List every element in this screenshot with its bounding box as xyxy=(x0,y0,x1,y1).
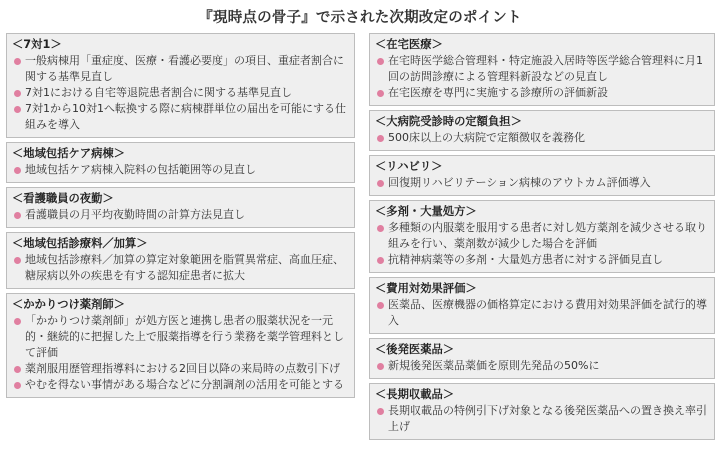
bullet-icon xyxy=(377,302,384,309)
bullet-icon xyxy=(14,106,21,113)
section-heading: ＜かかりつけ薬剤師＞ xyxy=(12,298,125,311)
list-item-text: 地域包括診療料／加算の算定対象範囲を脂質異常症、高血圧症、糖尿病以外の疾患を有する認知症患者に拡大 xyxy=(25,253,344,282)
list-item-text: やむを得ない事情がある場合などに分割調剤の活用を可能とする xyxy=(25,378,344,391)
bullet-icon xyxy=(377,58,384,65)
policy-section xyxy=(369,338,715,379)
section-items xyxy=(12,162,348,178)
list-item-text: 7対1における自宅等退院患者割合に関する基準見直し xyxy=(25,86,292,99)
section-heading: ＜地域包括診療料／加算＞ xyxy=(12,237,148,250)
section-heading: ＜費用対効果評価＞ xyxy=(375,282,477,295)
list-item-text: 看護職員の月平均夜勤時間の計算方法見直し xyxy=(25,208,245,221)
left-column xyxy=(6,33,355,402)
list-item-text: 新規後発医薬品薬価を原則先発品の50%に xyxy=(388,359,600,372)
list-item-text: 在宅時医学総合管理料・特定施設入居時等医学総合管理料に月1回の訪問診療による管理料新設などの見直し xyxy=(388,54,703,83)
list-item xyxy=(12,101,348,133)
page-title: 『現時点の骨子』で示された次期改定のポイント xyxy=(198,10,522,26)
policy-section xyxy=(369,33,715,106)
list-item-text: 長期収載品の特例引下げ対象となる後発医薬品への置き換え率引上げ xyxy=(388,404,707,433)
list-item xyxy=(12,252,348,284)
bullet-icon xyxy=(377,90,384,97)
section-items xyxy=(12,53,348,133)
section-items xyxy=(12,313,348,393)
list-item xyxy=(375,358,708,374)
list-item-text: 500床以上の大病院で定額徴収を義務化 xyxy=(388,131,585,144)
bullet-icon xyxy=(377,408,384,415)
section-heading: ＜長期収載品＞ xyxy=(375,388,455,401)
list-item xyxy=(375,175,708,191)
list-item xyxy=(375,403,708,435)
section-items xyxy=(375,297,708,329)
policy-section xyxy=(6,232,355,289)
list-item xyxy=(375,297,708,329)
policy-section xyxy=(6,293,355,398)
section-items xyxy=(375,53,708,101)
list-item-text: 在宅医療を専門に実施する診療所の評価新設 xyxy=(388,86,608,99)
bullet-icon xyxy=(14,167,21,174)
section-items xyxy=(12,207,348,223)
policy-section xyxy=(369,200,715,273)
list-item xyxy=(12,377,348,393)
bullet-icon xyxy=(14,212,21,219)
section-items xyxy=(12,252,348,284)
bullet-icon xyxy=(14,366,21,373)
bullet-icon xyxy=(14,58,21,65)
list-item xyxy=(12,361,348,377)
section-heading: ＜リハビリ＞ xyxy=(375,160,443,173)
section-heading: ＜多剤・大量処方＞ xyxy=(375,205,477,218)
list-item xyxy=(12,313,348,361)
policy-section xyxy=(369,383,715,440)
policy-section xyxy=(6,33,355,138)
policy-section xyxy=(6,142,355,183)
section-heading: ＜後発医薬品＞ xyxy=(375,343,455,356)
policy-section xyxy=(369,110,715,151)
list-item xyxy=(12,207,348,223)
list-item xyxy=(375,130,708,146)
section-heading: ＜看護職員の夜勤＞ xyxy=(12,192,114,205)
section-items xyxy=(375,403,708,435)
section-items xyxy=(375,130,708,146)
policy-section xyxy=(6,187,355,228)
list-item-text: 抗精神病薬等の多剤・大量処方患者に対する評価見直し xyxy=(388,253,663,266)
list-item-text: 「かかりつけ薬剤師」が処方医と連携し患者の服薬状況を一元的・継続的に把握した上で服薬指導を行う業務を薬学管理料として評価 xyxy=(25,314,344,359)
list-item-text: 医薬品、医療機器の価格算定における費用対効果評価を試行的導入 xyxy=(388,298,707,327)
section-heading: ＜大病院受診時の定額負担＞ xyxy=(375,115,522,128)
list-item xyxy=(375,220,708,252)
section-items xyxy=(375,175,708,191)
bullet-icon xyxy=(377,257,384,264)
policy-section xyxy=(369,155,715,196)
bullet-icon xyxy=(14,318,21,325)
list-item xyxy=(12,162,348,178)
bullet-icon xyxy=(14,90,21,97)
list-item-text: 薬剤服用歴管理指導料における2回目以降の来局時の点数引下げ xyxy=(25,362,340,375)
list-item-text: 一般病棟用「重症度、医療・看護必要度」の項目、重症者割合に関する基準見直し xyxy=(25,54,344,83)
bullet-icon xyxy=(377,363,384,370)
section-items xyxy=(375,358,708,374)
list-item xyxy=(375,53,708,85)
policy-section xyxy=(369,277,715,334)
bullet-icon xyxy=(377,135,384,142)
bullet-icon xyxy=(377,225,384,232)
right-column xyxy=(369,33,715,444)
list-item xyxy=(12,85,348,101)
list-item xyxy=(12,53,348,85)
section-heading: ＜7対1＞ xyxy=(12,38,62,51)
section-heading: ＜地域包括ケア病棟＞ xyxy=(12,147,125,160)
list-item-text: 多種類の内服薬を服用する患者に対し処方薬剤を減少させる取り組みを行い、薬剤数が減少した場合を評価 xyxy=(388,221,707,250)
bullet-icon xyxy=(14,257,21,264)
list-item xyxy=(375,252,708,268)
bullet-icon xyxy=(14,382,21,389)
section-heading: ＜在宅医療＞ xyxy=(375,38,443,51)
list-item-text: 7対1から10対1へ転換する際に病棟群単位の届出を可能にする仕組みを導入 xyxy=(25,102,346,131)
bullet-icon xyxy=(377,180,384,187)
list-item-text: 回復期リハビリテーション病棟のアウトカム評価導入 xyxy=(388,176,651,189)
section-items xyxy=(375,220,708,268)
list-item xyxy=(375,85,708,101)
list-item-text: 地域包括ケア病棟入院料の包括範囲等の見直し xyxy=(25,163,256,176)
